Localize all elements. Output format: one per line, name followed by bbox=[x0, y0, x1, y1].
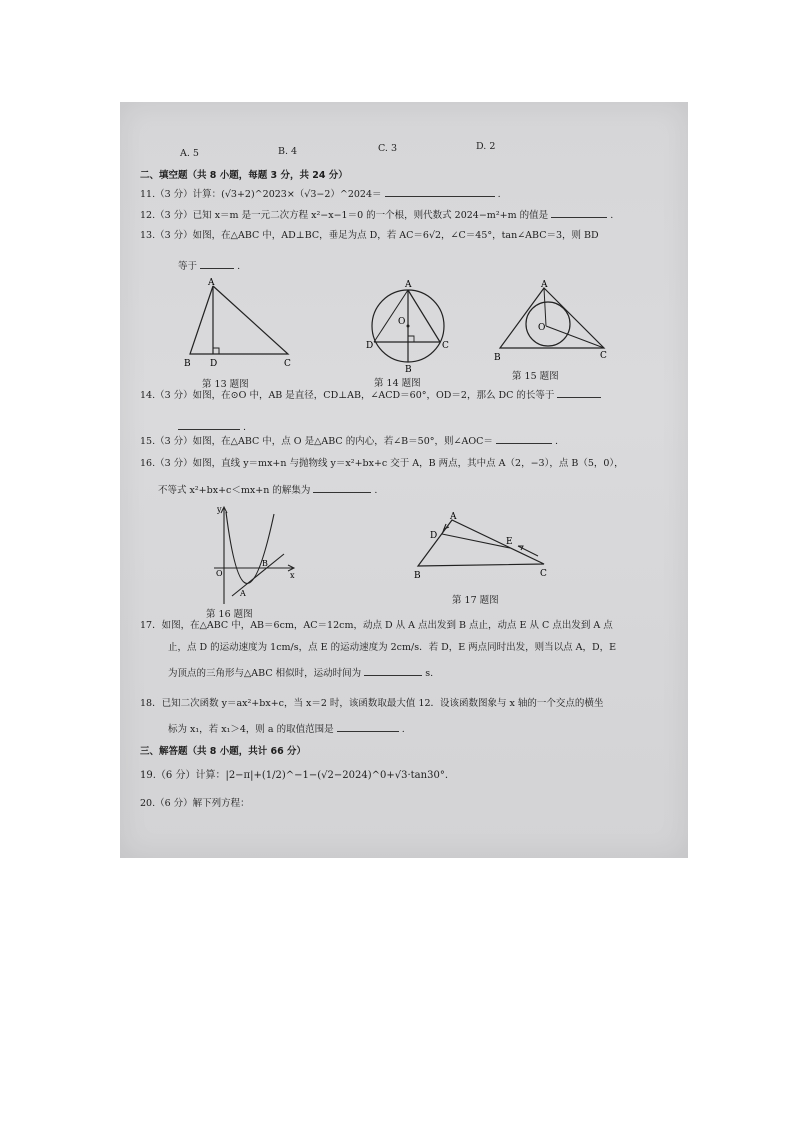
question-18-line2 bbox=[168, 722, 405, 736]
figure-17 bbox=[410, 510, 560, 582]
option-b: B. 4 bbox=[278, 146, 298, 157]
fig15-label-b: B bbox=[494, 353, 501, 363]
question-12 bbox=[140, 208, 613, 222]
q14-answer-blank-1 bbox=[557, 388, 601, 398]
figure-13-caption: 第 13 题图 bbox=[202, 379, 249, 390]
fig15-label-o: O bbox=[538, 323, 546, 333]
fig16-label-o: O bbox=[216, 569, 223, 578]
q11-answer-blank bbox=[385, 187, 495, 197]
question-17-line3 bbox=[168, 666, 433, 680]
question-16 bbox=[140, 458, 624, 470]
figure-16-caption: 第 16 题图 bbox=[206, 609, 253, 620]
q13-end: . bbox=[237, 261, 241, 272]
question-13 bbox=[140, 230, 599, 242]
question-15 bbox=[140, 434, 558, 448]
q15-text: 15.（3 分）如图，在△ABC 中，点 O 是△ABC 的内心，若∠B＝50°，则∠AOC＝ bbox=[140, 436, 493, 447]
photo-page bbox=[120, 102, 688, 858]
question-16-cont bbox=[158, 483, 377, 497]
fig14-label-a: A bbox=[405, 280, 412, 290]
figure-14 bbox=[366, 276, 450, 372]
question-14 bbox=[140, 388, 601, 402]
fig17-label-d: D bbox=[430, 531, 438, 541]
question-17-line1: 17．如图，在△ABC 中，AB＝6cm，AC＝12cm，动点 D 从 A 点出发到 B 点止，动点 E 从 C 点出发到 A 点 bbox=[140, 620, 613, 631]
question-20: 20.（6 分）解下列方程： bbox=[140, 798, 250, 809]
q12-text: 12.（3 分）已知 x＝m 是一元二次方程 x²−x−1＝0 的一个根，则代数式 2024−m²+m 的值是 bbox=[140, 210, 549, 221]
q18-end: . bbox=[401, 724, 405, 735]
fig13-label-a: A bbox=[208, 278, 215, 288]
fig17-label-e: E bbox=[506, 537, 513, 547]
q12-answer-blank bbox=[551, 208, 607, 218]
question-11 bbox=[140, 187, 501, 201]
fig14-label-d: D bbox=[366, 341, 374, 351]
q13-text2: 等于 bbox=[178, 261, 198, 272]
fig14-label-c: C bbox=[442, 341, 449, 351]
fig13-label-b: B bbox=[184, 359, 191, 369]
figure-17-caption: 第 17 题图 bbox=[452, 595, 499, 606]
fig15-label-a: A bbox=[541, 280, 548, 290]
q13-answer-blank bbox=[200, 259, 234, 269]
q18-text: 标为 x₁，若 x₁＞4，则 a 的取值范围是 bbox=[168, 724, 334, 735]
figure-16 bbox=[210, 504, 300, 608]
fig16-label-b: B bbox=[262, 559, 268, 568]
q16-answer-blank bbox=[313, 483, 371, 493]
figure-15 bbox=[492, 280, 612, 366]
fig13-label-c: C bbox=[284, 359, 291, 369]
figure-14-caption: 第 14 题图 bbox=[374, 378, 421, 389]
fig14-label-b: B bbox=[405, 365, 412, 372]
fig16-label-x: x bbox=[290, 571, 295, 580]
q17-text: 为顶点的三角形与△ABC 相似时，运动时间为 bbox=[168, 668, 362, 679]
q11-text: 11.（3 分）计算：(√3+2)^2023×（√3−2）^2024＝ bbox=[140, 189, 382, 200]
option-a: A. 5 bbox=[180, 148, 199, 159]
fig14-label-o: O bbox=[398, 317, 406, 327]
fig17-label-b: B bbox=[414, 571, 421, 581]
q18-answer-blank bbox=[337, 722, 399, 732]
fig17-label-c: C bbox=[540, 569, 547, 579]
question-13-cont bbox=[178, 259, 240, 273]
section2-heading: 二、填空题（共 8 小题，每题 3 分，共 24 分） bbox=[140, 170, 348, 181]
figure-15-caption: 第 15 题图 bbox=[512, 371, 559, 382]
q14-text: 14.（3 分）如图，在⊙O 中，AB 是直径，CD⊥AB，∠ACD＝60°，OD＝2，那么 DC 的长等于 bbox=[140, 390, 555, 401]
q11-end: . bbox=[497, 189, 501, 200]
question-17-line2: 止，点 D 的运动速度为 1cm/s，点 E 的运动速度为 2cm/s．若 D，E 两点同时出发，则当以点 A，D，E bbox=[168, 642, 617, 653]
q15-end: . bbox=[554, 436, 558, 447]
option-d: D. 2 bbox=[476, 141, 496, 152]
q14-end: . bbox=[243, 422, 247, 433]
option-c: C. 3 bbox=[378, 143, 398, 154]
section3-heading: 三、解答题（共 8 小题，共计 66 分） bbox=[140, 746, 307, 757]
q17-answer-blank bbox=[364, 666, 422, 676]
fig17-label-a: A bbox=[450, 512, 457, 522]
question-19: 19.（6 分）计算：|2−π|+(1/2)^−1−(√2−2024)^0+√3·tan30°. bbox=[140, 770, 448, 781]
q14-answer-blank-2 bbox=[178, 420, 240, 430]
q17-end: s. bbox=[425, 668, 434, 679]
q16-end: . bbox=[374, 485, 378, 496]
q15-answer-blank bbox=[496, 434, 552, 444]
q13-text: 13.（3 分）如图，在△ABC 中，AD⊥BC，垂足为点 D，若 AC＝6√2，∠C＝45°，tan∠ABC＝3，则 BD bbox=[140, 230, 599, 241]
fig16-label-y: y bbox=[217, 505, 222, 514]
figure-13 bbox=[180, 278, 300, 374]
question-14-cont bbox=[178, 420, 246, 434]
q12-end: . bbox=[610, 210, 614, 221]
fig15-label-c: C bbox=[600, 351, 607, 361]
q16-text: 16.（3 分）如图，直线 y＝mx+n 与抛物线 y＝x²+bx+c 交于 A，B 两点，其中点 A（2，−3），点 B（5，0）， bbox=[140, 458, 624, 469]
question-18-line1: 18．已知二次函数 y＝ax²+bx+c，当 x＝2 时，该函数取最大值 12．设该函数图象与 x 轴的一个交点的横坐 bbox=[140, 698, 604, 709]
q16-text2: 不等式 x²+bx+c＜mx+n 的解集为 bbox=[158, 485, 311, 496]
fig13-label-d: D bbox=[210, 359, 218, 369]
fig16-label-a: A bbox=[240, 589, 246, 598]
